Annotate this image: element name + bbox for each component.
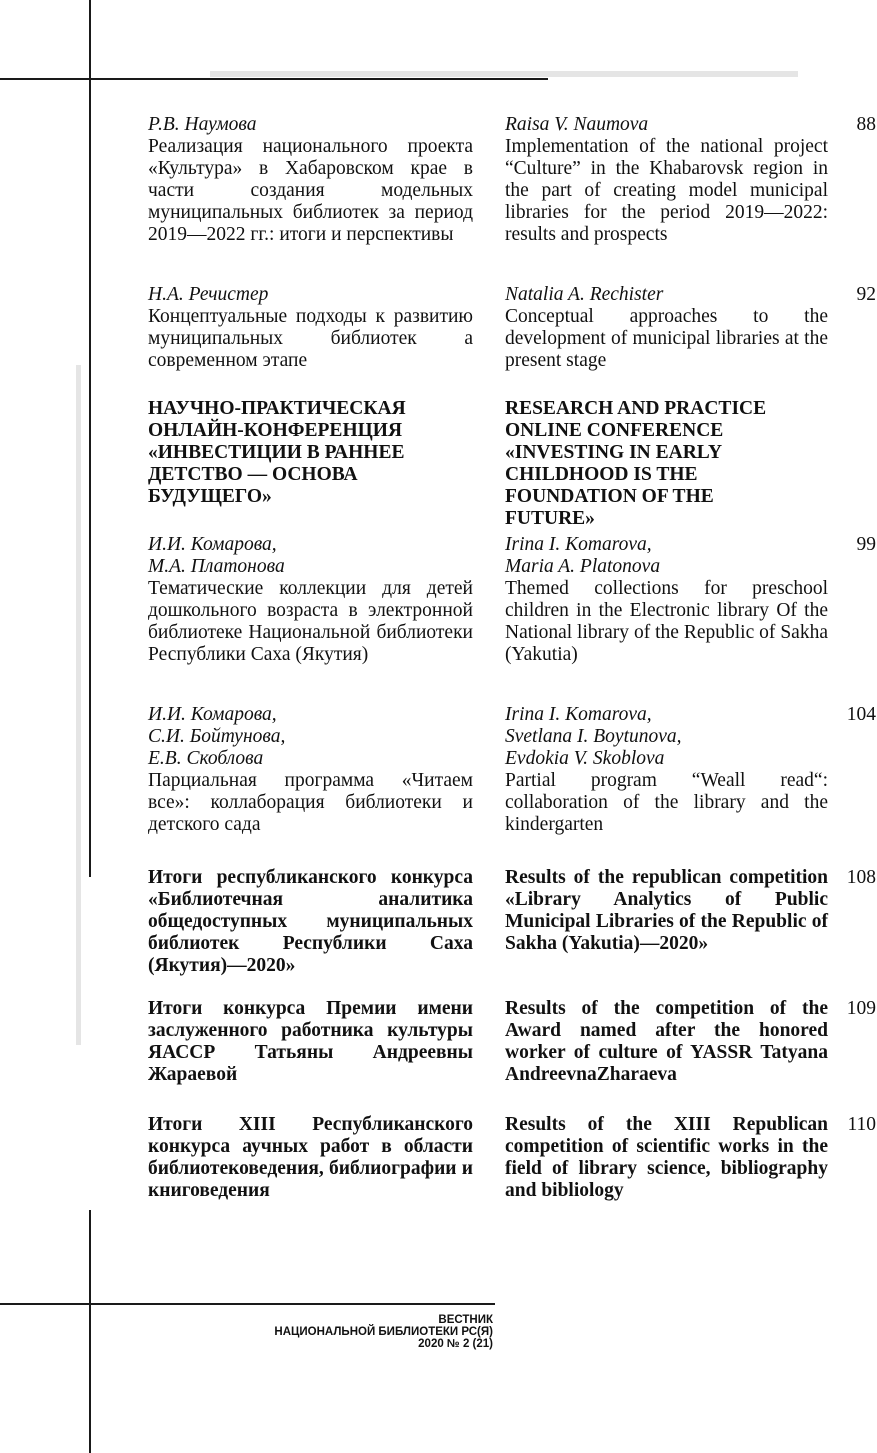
page-number: 110 — [847, 1114, 876, 1135]
en-authors: Raisa V. Naumova — [505, 114, 649, 135]
page-number: 104 — [846, 704, 876, 725]
result-en: Results of the competition of the Award named after the honored worker of culture of YASSR Tatyana AndreevnaZharaeva — [505, 998, 828, 1085]
result-ru: Итоги конкурса Премии имени заслуженного работника культуры ЯАССР Татьяны Андреевны Жараевой — [148, 998, 473, 1085]
toc-entry-ru — [148, 284, 473, 372]
journal-name-line1: ВЕСТНИК — [438, 1314, 493, 1326]
ru-authors: И.И. Комарова, М.А. Платонова — [148, 534, 285, 577]
ru-title: Тематические коллекции для детей дошкольного возраста в электронной библиотеке Национальной библиотеки Республики Саха (Якутия) — [148, 578, 473, 665]
left-vertical-rule-middle — [89, 82, 91, 877]
top-horizontal-rule — [0, 78, 548, 80]
left-vertical-rule-bottom — [89, 1210, 91, 1453]
en-authors: Irina I. Komarova, Svetlana I. Boytunova, Evdokia V. Skoblova — [505, 704, 682, 769]
page-number: 109 — [846, 998, 876, 1019]
top-gray-bar — [210, 71, 798, 77]
en-authors: Irina I. Komarova, Maria A. Platonova — [505, 534, 661, 577]
toc-entry-en — [505, 284, 828, 372]
toc-entry-en — [505, 704, 828, 836]
ru-authors: Р.В. Наумова — [148, 114, 257, 135]
page-number: 108 — [846, 867, 876, 888]
toc-entry-ru — [148, 534, 473, 666]
journal-footer — [200, 1314, 493, 1350]
bottom-horizontal-rule — [0, 1303, 495, 1305]
toc-entry-ru — [148, 704, 473, 836]
result-ru: Итоги XIII Республиканского конкурса аучных работ в области библиотековедения, библиографии и книговедения — [148, 1114, 473, 1201]
en-authors: Natalia A. Rechister — [505, 284, 664, 305]
section-heading-en: RESEARCH AND PRACTICE ONLINE CONFERENCE «INVESTING IN EARLY CHILDHOOD IS THE FOUNDATION OF THE FUTURE» — [505, 398, 767, 529]
ru-title: Концептуальные подходы к развитию муниципальных библиотек а современном этапе — [148, 306, 473, 371]
ru-title: Реализация национального проекта «Культура» в Хабаровском крае в части создания модельных муниципальных библиотек за период 2019—2022 гг.: итоги и перспективы — [148, 136, 473, 245]
toc-entry-ru — [148, 114, 473, 246]
ru-authors: И.И. Комарова, С.И. Бойтунова, Е.В. Скоблова — [148, 704, 286, 769]
en-title: Partial program “Weall read“: collaboration of the library and the kindergarten — [505, 770, 828, 835]
page-number: 88 — [856, 114, 876, 135]
toc-entry-en — [505, 534, 828, 666]
toc-entry-en — [505, 114, 828, 246]
left-vertical-rule-top — [89, 0, 91, 82]
left-gray-bar — [76, 365, 81, 1045]
page-number: 99 — [856, 534, 876, 555]
section-heading-ru: НАУЧНО-ПРАКТИЧЕСКАЯ ОНЛАЙН-КОНФЕРЕНЦИЯ «ИНВЕСТИЦИИ В РАННЕЕ ДЕТСТВО — ОСНОВА БУДУЩЕГО» — [148, 398, 406, 507]
en-title: Implementation of the national project “Culture” in the Khabarovsk region in the part of creating model municipal libraries for the period 2019—2022: results and prospects — [505, 136, 828, 245]
ru-authors: Н.А. Речистер — [148, 284, 269, 305]
en-title: Themed collections for preschool children in the Electronic library Of the National library of the Republic of Sakha (Yakutia) — [505, 578, 828, 665]
result-ru: Итоги республиканского конкурса «Библиотечная аналитика общедоступных муниципальных библиотек Республики Саха (Якутия)—2020» — [148, 867, 473, 976]
result-en: Results of the republican competition «Library Analytics of Public Municipal Libraries of the Republic of Sakha (Yakutia)—2020» — [505, 867, 828, 954]
ru-title: Парциальная программа «Читаем все»: коллаборация библиотеки и детского сада — [148, 770, 473, 835]
result-en: Results of the XIII Republican competition of scientific works in the field of library science, bibliography and bibliology — [505, 1114, 828, 1201]
en-title: Conceptual approaches to the development of municipal libraries at the present stage — [505, 306, 828, 371]
journal-issue: 2020 № 2 (21) — [418, 1338, 493, 1350]
page-number: 92 — [856, 284, 876, 305]
journal-name-line2: НАЦИОНАЛЬНОЙ БИБЛИОТЕКИ РС(Я) — [274, 1326, 493, 1338]
